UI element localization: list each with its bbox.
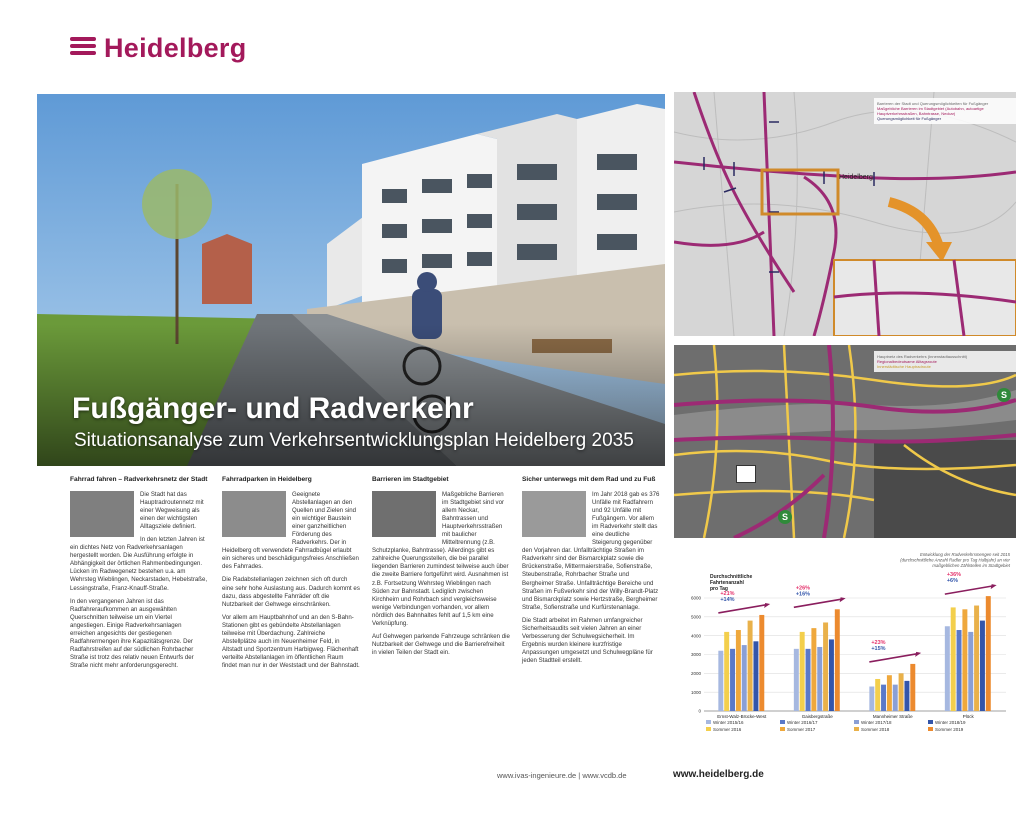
paragraph: Vor allem am Hauptbahnhof und an den S-Bahn-Stationen gibt es gebündelte Abstellanlagen teilweise mit Überdachung. Zahlreiche Abstellplätze auch im Neuenheimer Feld, in Altstadt und Sportzentrum Harbigweg. Flächenhaft verteilte Abstellanlagen im öffentlichen Raum findet man nur in der Weststadt und der Bahnstadt. — [222, 613, 360, 670]
bar — [893, 685, 898, 711]
legend-label: Winter 2015/16 — [713, 720, 744, 725]
legend-label: Winter 2018/19 — [935, 720, 966, 725]
legend-entry: Regionalbedeutsame Alltagsroute — [877, 359, 937, 364]
thumbnail-photo — [70, 491, 134, 537]
chart-title: maßgeblichen Zählstellen im Stadtgebiet — [932, 563, 1010, 568]
paragraph: In den letzten Jahren ist ein dichtes Netz von Radverkehrsanlagen hergestellt worden. Die Ausführung erfolgte in Abhängigkeit der örtlichen Rahmenbedingungen. Lücken im Radwegenetz bestehen u.a. am Wehrsteg Wieblingen, Neckarstaden, Hebelstraße, Lessingstraße, Franz-Knauff-Straße. — [70, 535, 208, 592]
bar — [980, 621, 985, 711]
bar — [748, 621, 753, 711]
y-tick-label: 4000 — [690, 633, 701, 639]
y-tick-label: 2000 — [690, 670, 701, 676]
bar — [875, 679, 880, 711]
y-tick-label: 3000 — [690, 652, 701, 658]
legend-swatch — [854, 727, 859, 731]
legend-swatch — [928, 727, 933, 731]
heidelberg-logo-icon — [70, 35, 96, 61]
bar — [962, 609, 967, 711]
legend-swatch — [780, 720, 785, 724]
legend-swatch — [854, 720, 859, 724]
paragraph: Die Radabstellanlagen zeichnen sich oft durch eine sehr hohe Auslastung aus. Dadurch kommt es dazu, dass abgestellte Fahrräder oft die Nutzbarkeit der Gehwege einschränken. — [222, 576, 360, 608]
y-tick-label: 1000 — [690, 689, 701, 695]
paragraph: Die Stadt arbeitet im Rahmen umfangreicher Sicherheitsaudits seit vielen Jahren an einer Verbesserung der Schulwegsicherheit. Im Ergebnis wurden kleinere kurzfristige Anpassungen umgesetzt und Schulwegpläne für jeden Stadtteil erstellt. — [522, 616, 653, 665]
s-bahn-icon: S — [997, 388, 1011, 402]
y-axis-label: Fahrtenanzahl — [710, 580, 744, 586]
legend-label: Sommer 2017 — [787, 727, 816, 732]
legend-label: Sommer 2016 — [713, 727, 742, 732]
y-tick-label: 6000 — [690, 595, 701, 601]
thumbnail-photo — [222, 491, 286, 537]
y-axis-label: pro Tag — [710, 586, 728, 592]
bar — [910, 664, 915, 711]
paragraph: Im Jahr 2018 gab es 376 Unfälle mit Radfahrern und 92 Unfälle mit Fußgängern. Vor allem im Radverkehr stellt das eine deutliche Steigerung gegenüber den Vorjahren dar. Unfallträchtige Straßen im Radverkehr sind der Bismarckplatz sowie die Brückenstraße, Mittermaierstraße, Sofienstraße, Steubenstraße, Rohrbacher Straße und Bergheimer Straße. Unfallträchtige Bereiche und Straßen im Fußverkehr sind der Willy-Brandt-Platz und Bismarckplatz sowie Hertzstraße, Bergheimer Straße, Sofienstraße und Kurfürstenanlage. — [522, 490, 660, 611]
bar — [742, 645, 747, 711]
brand-name: Heidelberg — [104, 32, 247, 63]
footer-website-link[interactable]: www.heidelberg.de — [673, 769, 764, 780]
x-tick-label: Ernst-Walz-Brücke-West — [717, 714, 767, 719]
bar — [968, 632, 973, 711]
column-heading: Fahrradparken in Heidelberg — [222, 476, 312, 483]
column-heading: Barrieren im Stadtgebiet — [372, 476, 449, 483]
legend-swatch — [706, 727, 711, 731]
bar — [753, 641, 758, 711]
bar — [881, 685, 886, 711]
change-label-winter: +16% — [795, 591, 811, 598]
paragraph: Die Stadt hat das Hauptradroutennetz mit einer Wegweisung als einen der wichtigsten Alltagsziele definiert. — [140, 490, 204, 530]
change-label-summer: +26% — [795, 585, 811, 592]
trend-arrow — [718, 605, 765, 613]
legend-label: Sommer 2018 — [861, 727, 890, 732]
column-sicherheit — [522, 476, 660, 670]
legend-label: Winter 2017/18 — [861, 720, 892, 725]
bar — [986, 596, 991, 711]
trend-arrow-head — [991, 584, 997, 589]
bar — [730, 649, 735, 711]
column-barrieren — [372, 476, 510, 662]
bar — [800, 632, 805, 711]
trend-arrow-head — [764, 603, 770, 608]
x-tick-label: Gaisbergstraße — [801, 714, 833, 719]
network-map-legend — [874, 351, 1016, 372]
footer-partner-links[interactable]: www.ivas-ingenieure.de | www.vcdb.de — [497, 771, 627, 780]
legend-entry: Maßgebliche Barrieren im Stadtgebiet (Autobahn, autoartige Hauptverkehrsstraßen, Bahntrasse, Neckar) — [877, 106, 984, 116]
bar — [759, 615, 764, 711]
bar — [724, 632, 729, 711]
paragraph: In den vergangenen Jahren ist das Radfahreraufkommen an ausgewählten Querschnitten teilweise um ein Viertel angestiegen. Einige Radverkehrsanlagen erreichen angesichts der gestiegenen Radfahrermengen ihre Kapazitätsgrenze. Der Radfahrstreifen auf der südlichen Rohrbacher Straße ist trotz des relativ neuen Entwurfs der Straße nicht mehr anforderungsgerecht. — [70, 597, 194, 670]
bar — [904, 681, 909, 711]
bar — [835, 609, 840, 711]
cycling-network-map — [674, 345, 1016, 538]
column-heading: Fahrrad fahren – Radverkehrsnetz der Stadt — [70, 476, 208, 483]
s-bahn-icon: S — [778, 510, 792, 524]
column-radverkehrsnetz — [70, 476, 208, 675]
hero-subtitle: Situationsanalyse zum Verkehrsentwicklungsplan Heidelberg 2035 — [74, 430, 634, 451]
heidelberg-logo — [70, 30, 247, 66]
bar — [811, 628, 816, 711]
legend-label: Sommer 2019 — [935, 727, 964, 732]
column-fahrradparken — [222, 476, 360, 675]
paragraph: Auf Gehwegen parkende Fahrzeuge schränken die Nutzbarkeit der Gehwege und die Barrierefreiheit in vielen Teilen der Stadt ein. — [372, 633, 510, 657]
bar — [823, 622, 828, 711]
paragraph: Maßgebliche Barrieren im Stadtgebiet sind vor allem Neckar, Bahntrassen und Hauptverkehrsstraßen mit baulicher Mitteltrennung (z.B. Schutzplanke, Bahntrasse). Allerdings gibt es zahlreiche Querungsstellen, die bei parallel liegenden Barrieren zumindest teilweise auch über die zweite Barriere fortgeführt wird. Ausnahmen ist z.B. Fortsetzung Wehrsteg Wieblingen nach Süden zur Bahnstadt. Lediglich zwischen Kirchheim und Rohrbach sind vergleichsweise wenige Verbindungen vorhanden, vor allem nördlich des Bahnhaltes fehlt auf 1,5 km eine Verknüpfung. — [372, 490, 509, 627]
y-tick-label: 0 — [698, 708, 701, 714]
train-station-icon — [736, 465, 756, 483]
legend-title: Hauptnetz des Radverkehrs (Innenstadtausschnitt) — [877, 354, 968, 359]
cycling-network-map-graphic — [674, 345, 1016, 538]
change-label-winter: +14% — [720, 596, 735, 603]
legend-swatch — [706, 720, 711, 724]
column-heading: Sicher unterwegs mit dem Rad und zu Fuß — [522, 476, 656, 483]
change-label-summer: +23% — [871, 639, 886, 646]
x-tick-label: Plöck — [962, 714, 974, 719]
bar — [899, 673, 904, 711]
bar — [951, 607, 956, 711]
hero-photo — [37, 94, 665, 466]
bar — [817, 647, 822, 711]
change-label-summer: +21% — [720, 590, 735, 597]
chart-title: Entwicklung der Radverkehrsmengen seit 2015 — [919, 552, 1010, 557]
barrier-map — [674, 92, 1016, 336]
chart-title: (durchschnittliche Anzahl Radler pro Tag Halbjahr) an vier — [900, 557, 1010, 563]
legend-label: Winter 2016/17 — [787, 720, 818, 725]
trend-arrow — [945, 586, 992, 594]
bar — [718, 651, 723, 711]
legend-entry: Innerstädtische Hauptradroute — [877, 364, 931, 369]
bar — [829, 639, 834, 711]
thumbnail-photo — [372, 491, 436, 537]
legend-swatch — [780, 727, 785, 731]
bar — [806, 649, 811, 711]
bar — [736, 630, 741, 711]
change-label-winter: +15% — [871, 645, 886, 652]
bar — [957, 630, 962, 711]
hero-title: Fußgänger- und Radverkehr — [72, 392, 474, 425]
change-label-summer: +36% — [946, 572, 962, 579]
chart-canvas — [674, 546, 1016, 746]
legend-entry: Querungsmöglichkeit für Fußgänger — [877, 116, 942, 121]
y-axis-label: Durchschnittliche — [710, 574, 753, 580]
bar — [974, 606, 979, 711]
legend-swatch — [928, 720, 933, 724]
bar — [887, 675, 892, 711]
x-tick-label: Mannheimer Straße — [872, 714, 913, 719]
paragraph: Geeignete Abstellanlagen an den Quellen und Zielen sind ein wichtiger Baustein einer ganzheitlichen Förderung des Radverkehrs. Der in Heidelberg oft verwendete Fahrradbügel erlaubt ein sicheres und beschädigungsfreies Anschließen des Fahrrades. — [222, 490, 359, 571]
thumbnail-photo — [522, 491, 586, 537]
bar — [945, 626, 950, 711]
barrier-map-graphic — [674, 92, 1016, 336]
bar — [869, 687, 874, 711]
trend-arrow — [869, 654, 916, 662]
map-city-label: Heidelberg — [839, 174, 873, 181]
legend-title: Barrieren der Stadt und Querungsmöglichkeiten für Fußgänger — [877, 101, 989, 106]
bicycle-count-chart — [674, 546, 1016, 746]
change-label-winter: +6% — [946, 578, 959, 585]
trend-arrow — [794, 599, 841, 607]
bar — [794, 649, 799, 711]
y-tick-label: 5000 — [690, 614, 701, 620]
barrier-map-legend — [874, 98, 1016, 124]
